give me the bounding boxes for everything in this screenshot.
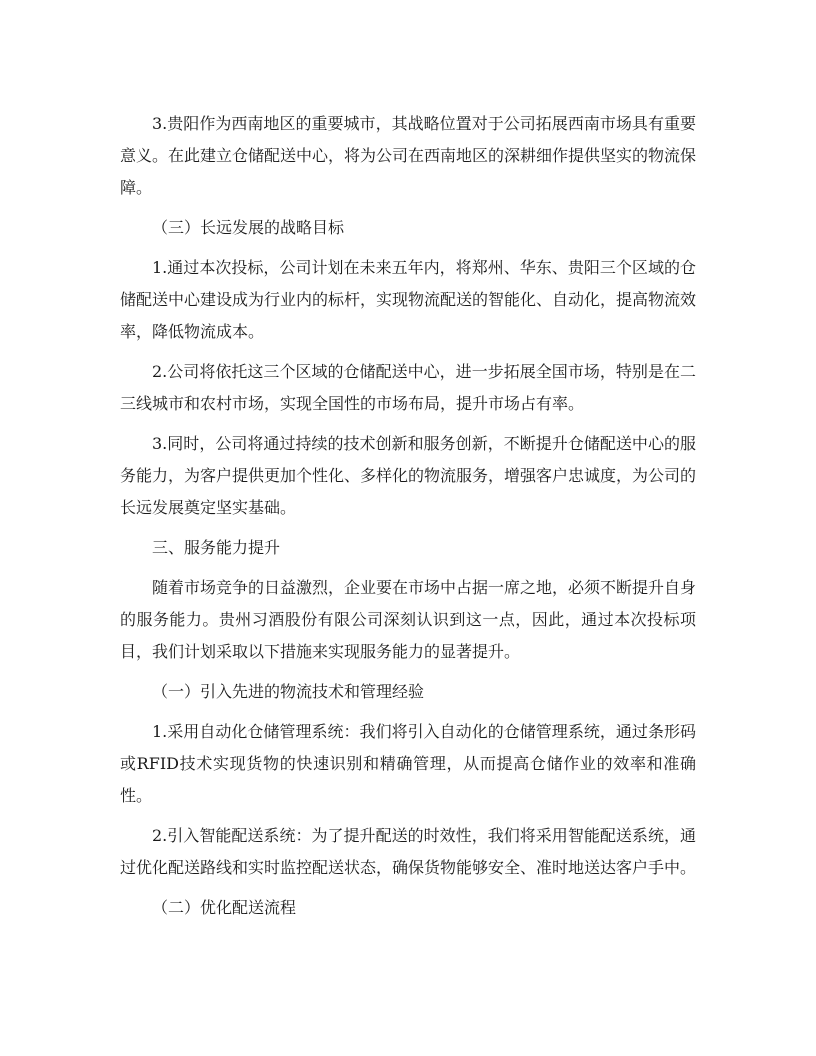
document-body <box>120 108 696 924</box>
section-heading-service-capability: 三、服务能力提升 <box>152 538 281 557</box>
paragraph-automated-warehouse: 1.采用自动化仓储管理系统：我们将引入自动化的仓储管理系统，通过条形码或RFID技术实现货物的快速识别和精确管理，从而提高仓储作业的效率和准确性。 <box>120 722 696 805</box>
subsection-heading-advanced-logistics: （一）引入先进的物流技术和管理经验 <box>152 682 425 701</box>
paragraph-goal-1: 1.通过本次投标，公司计划在未来五年内，将郑州、华东、贵阳三个区域的仓储配送中心建设成为行业内的标杆，实现物流配送的智能化、自动化，提高物流效率，降低物流成本。 <box>120 258 697 341</box>
paragraph-guiyang-strategic-location: 3.贵阳作为西南地区的重要城市，其战略位置对于公司拓展西南市场具有重要意义。在此建立仓储配送中心，将为公司在西南地区的深耕细作提供坚实的物流保障。 <box>120 114 697 197</box>
paragraph-smart-delivery: 2.引入智能配送系统：为了提升配送的时效性，我们将采用智能配送系统，通过优化配送路线和实时监控配送状态，确保货物能够安全、准时地送达客户手中。 <box>120 826 697 877</box>
section-heading-long-term-goals: （三）长远发展的战略目标 <box>152 218 345 237</box>
subsection-heading-optimize-delivery: （二）优化配送流程 <box>152 898 297 917</box>
paragraph-service-intro: 随着市场竞争的日益激烈，企业要在市场中占据一席之地，必须不断提升自身的服务能力。贵州习酒股份有限公司深刻认识到这一点，因此，通过本次投标项目，我们计划采取以下措施来实现服务能力的显著提升。 <box>120 578 697 661</box>
paragraph-goal-3: 3.同时，公司将通过持续的技术创新和服务创新，不断提升仓储配送中心的服务能力，为客户提供更加个性化、多样化的物流服务，增强客户忠诚度，为公司的长远发展奠定坚实基础。 <box>120 434 697 517</box>
paragraph-goal-2: 2.公司将依托这三个区域的仓储配送中心，进一步拓展全国市场，特别是在二三线城市和农村市场，实现全国性的市场布局，提升市场占有率。 <box>120 362 696 413</box>
